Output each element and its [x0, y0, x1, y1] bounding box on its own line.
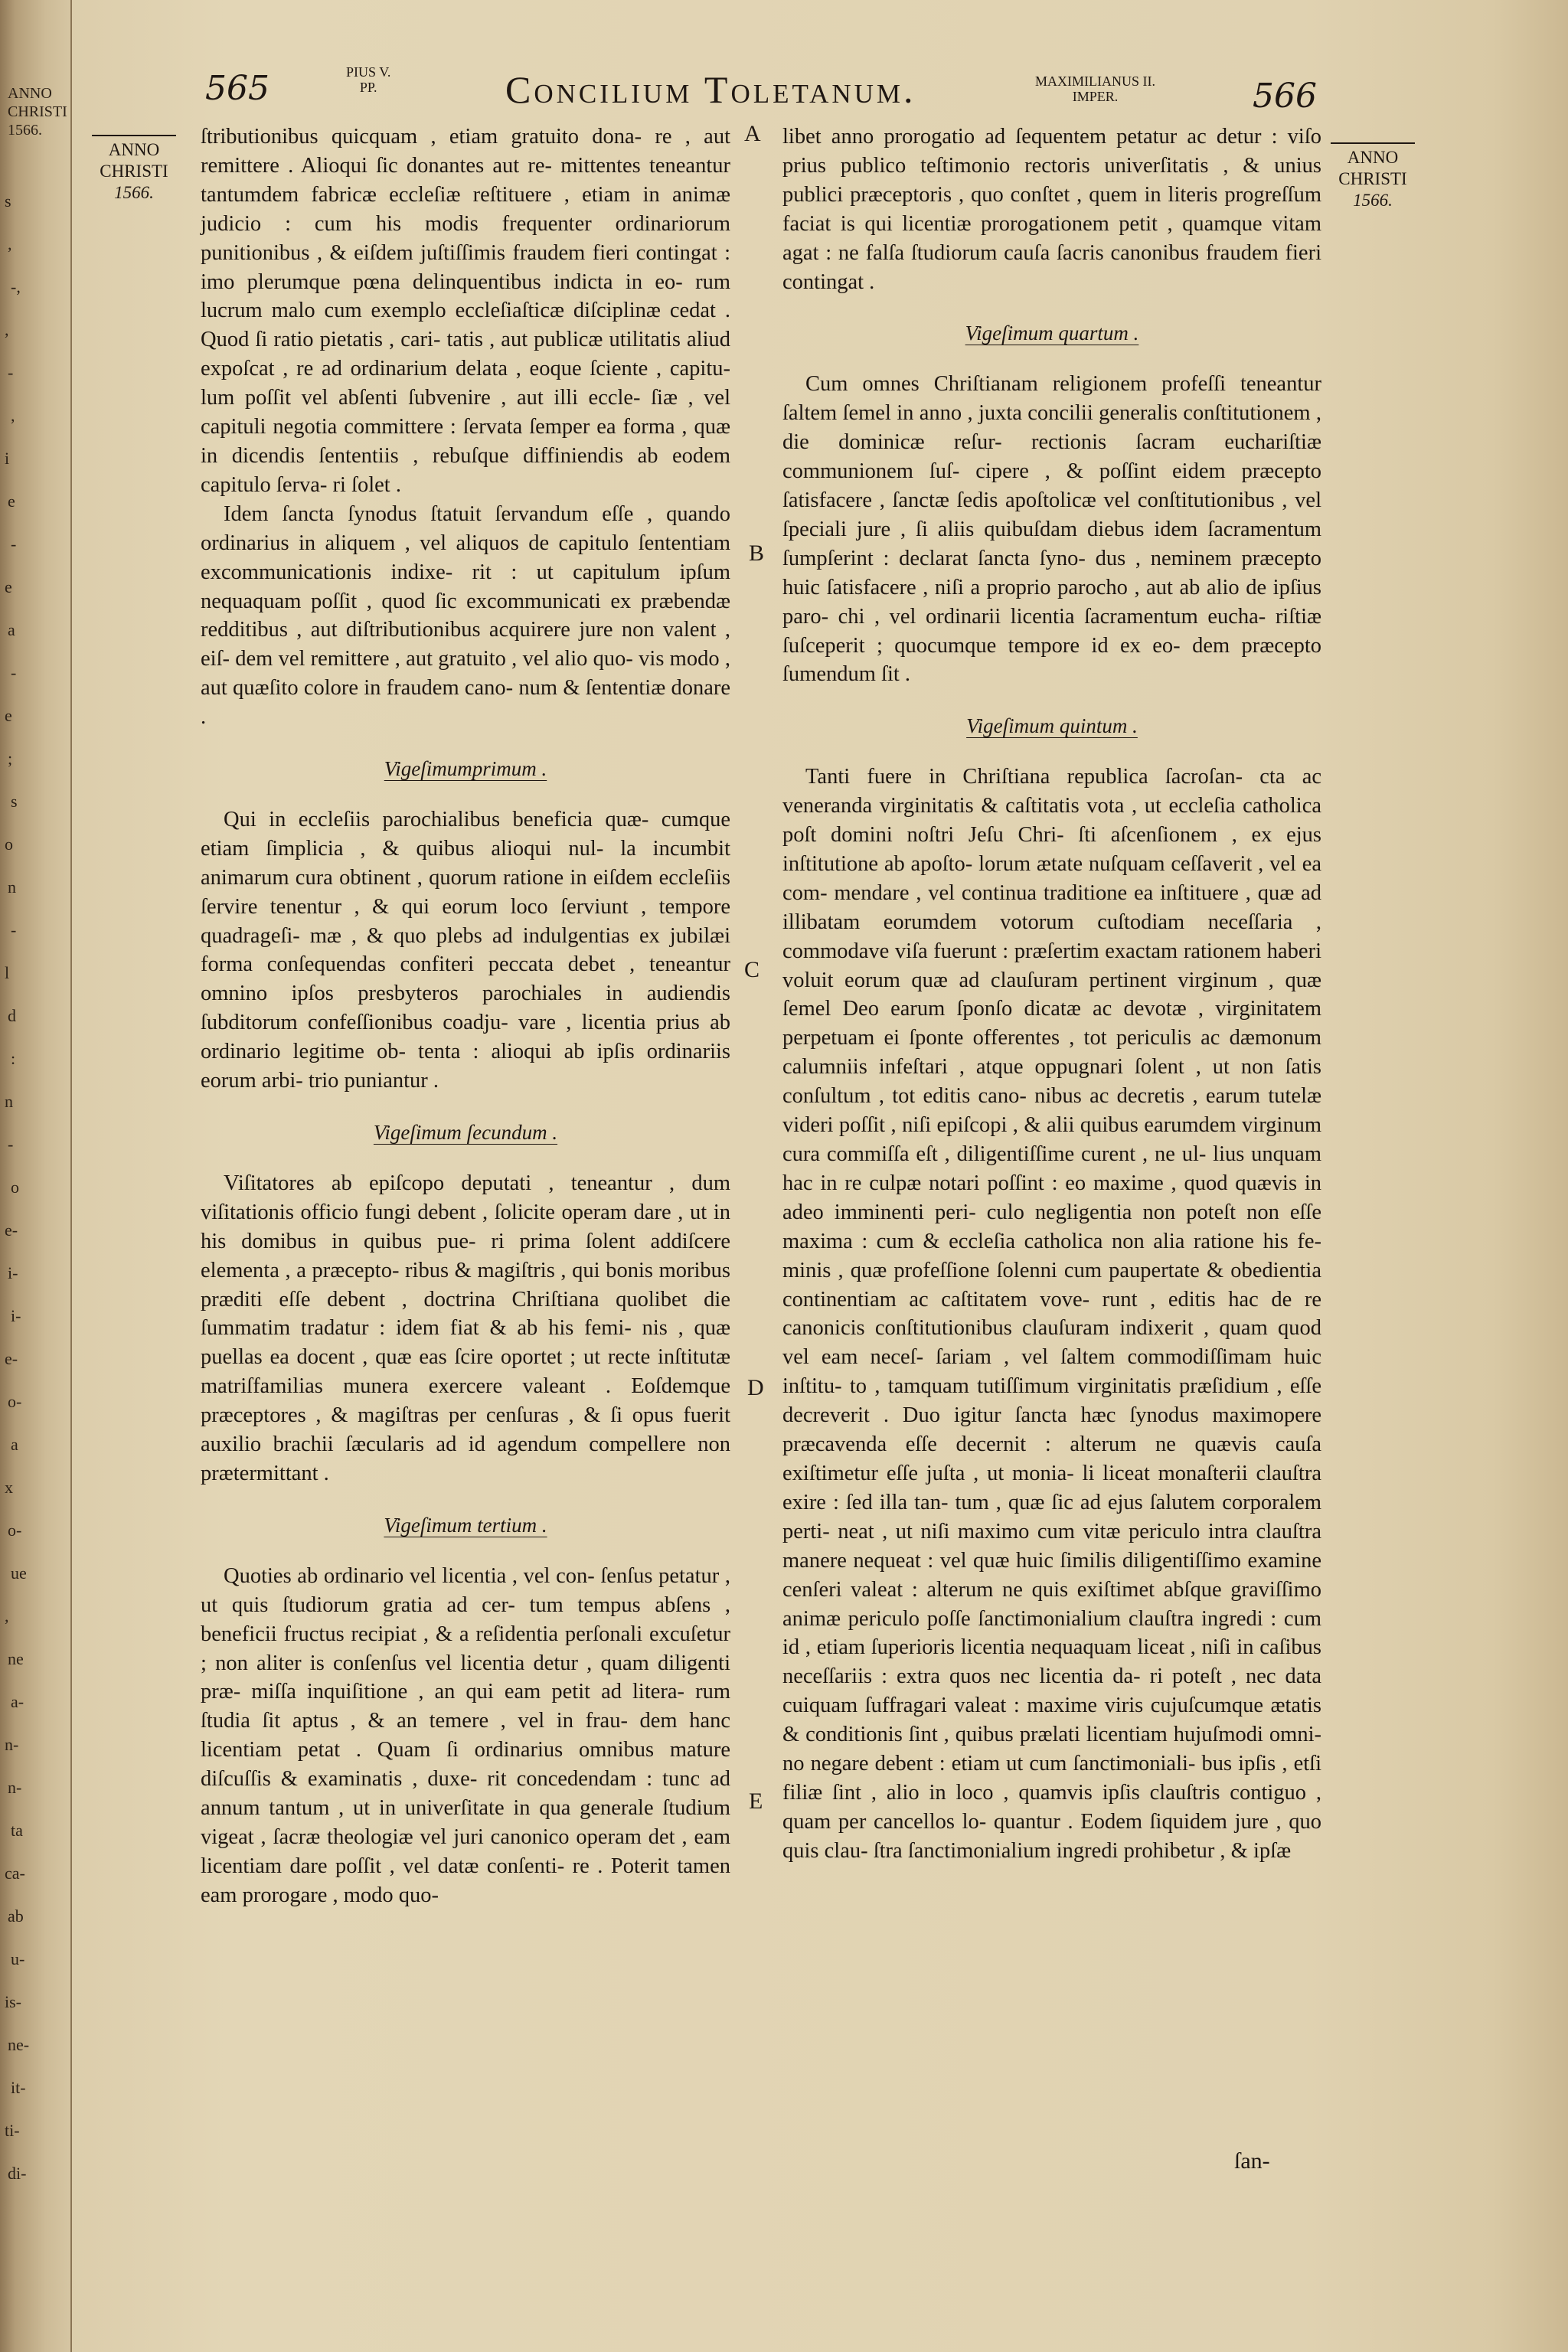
previous-page-year-line: CHRISTI — [8, 103, 67, 120]
previous-page-fragment: - — [11, 534, 17, 554]
section-letter-c: C — [744, 957, 760, 982]
previous-page-fragment: - — [8, 1135, 14, 1154]
previous-page-fragment: o- — [8, 1392, 22, 1411]
left-text-column — [201, 122, 730, 1910]
previous-page-fragment: n — [8, 877, 16, 897]
previous-page-fragment: e — [5, 577, 12, 596]
paragraph: Idem ſancta ſynodus ſtatuit ſervandum eſſe , quando ordinarius in aliquem , vel aliquos de capitulo ſententiam excommunicationis indixe- rit : ut capitulum ipſum nequaquam poſſit , quod ſic excommunicati ex præbendæ redditibus , aut diſtributionibus acquirere jure non valent , eiſ- dem vel remittere , aut gratuito , vel alio quo- vis modo , aut quæſito colore in fraudem cano- num & ſententiæ donare . — [201, 501, 730, 730]
previous-page-fragment: e- — [5, 1349, 18, 1368]
previous-page-fragment: o — [11, 1178, 19, 1197]
chapter-heading: Vigeſimum tertium . — [384, 1513, 547, 1537]
previous-page-fragment: ne — [8, 1649, 24, 1668]
previous-page-fragment: a- — [11, 1692, 24, 1711]
previous-page-fragment: e — [8, 492, 15, 511]
page-title: Concilium Toletanum. — [505, 68, 916, 111]
previous-page-fragment: e- — [5, 1220, 18, 1240]
previous-page-fragment: a — [8, 620, 15, 639]
previous-page-fragment: n- — [8, 1778, 22, 1797]
previous-page-year-line: ANNO — [8, 85, 52, 102]
previous-page-fragment: l — [5, 963, 10, 982]
previous-page-fragment: - — [11, 920, 17, 939]
previous-page-fragment: ta — [11, 1821, 23, 1840]
previous-page-fragment: -, — [11, 277, 21, 296]
paragraph: Viſitatores ab epiſcopo deputati , teneantur , dum viſitationis officio fungi debent , ſolicite operam dare , ut in his domibus in quibus pue- ri prima ſolent addiſcere elementa , a præcepto- ribus & magiſtris , qui bonis moribus præditi eſſe debent , doctrina Chriſtiana quolibet die ſummatim tradatur : idem fiat & ab his femi- nis , quæ puellas ea docent , quæ eas ſcire oportet ; ut recte inſtitutæ matriſfamilias munera exercere valeant . Eoſdemque præceptores , & magiſtras per cenſuras , & ſi opus fuerit auxilio brachii ſæcularis ad id agendum compellere non prætermittant . — [201, 1171, 730, 1485]
previous-page-fragment: ab — [8, 1906, 24, 1926]
previous-page-fragment: d — [8, 1006, 16, 1025]
previous-page-fragment: ti- — [5, 2121, 20, 2140]
previous-page-fragment: s — [5, 191, 11, 211]
paragraph: ſtributionibus quicquam , etiam gratuito dona- re , aut remittere . Alioqui ſic donantes aut re- mittentes teneantur tantumdem fabricæ eccleſiæ reſtituere , etiam in animæ judicio : cum his modis frequenter ordinariorum punitionibus , & eiſdem juſtiſſimis fraudem fieri contingat : imo plerumque pœna delinquentibus indicta in eo- rum lucrum malo cum exemplo eccleſiaſticæ diſciplinæ cedat . Quod ſi ratio pietatis , cari- tatis , aut publicæ utilitatis aliud expoſcat , re ad ordinarium delata , eoque ſciente , capitu- lum poſſit vel abſenti ſubvenire , aut illi eccle- ſiæ , vel capituli negotia committere : ſervata ſemper ea forma , quæ in dicendis ſententiis , rebuſque diffiniendis ab eodem capitulo ſerva- ri ſolet . — [201, 125, 730, 497]
previous-page-year — [8, 84, 67, 139]
previous-page-fragment: , — [8, 234, 12, 253]
previous-page-fragment: ca- — [5, 1864, 25, 1883]
previous-page-year-line: 1566. — [8, 122, 42, 139]
margin-year-left: ANNO CHRISTI 1566. — [92, 135, 176, 204]
previous-page-fragment: , — [11, 406, 15, 425]
previous-page-fragment: u- — [11, 1949, 25, 1968]
previous-page-fragment: is- — [5, 1992, 21, 2011]
previous-page-fragment: ue — [11, 1563, 27, 1583]
previous-page-fragment: di- — [8, 2164, 27, 2183]
paragraph: Tanti fuere in Chriſtiana republica ſacroſan- cta ac veneranda virginitatis & caſtitatis vota , ut eccleſia catholica poſt domini noſtri Jeſu Chri- ſti aſcenſionem , ex ejus inſtitutione ab apoſto- lorum ætate nuſquam ceſſaverit , vel ea com- mendare , vel continua traditione ea inſtituere , quæ ad illibatam eorumdem votorum cuſtodiam neceſſaria , commodave viſa fuerunt : præſertim exactam rationem haberi voluit eorum quæ ad clauſuram pertinent virginum , quæ ſemel Deo earum ſponſo dicatæ ac devotæ , virginitatem perpetuam ei ſponte offerentes , tot periculis ac dæmonum calumniis infeſtari , atque oppugnari ſolent , ut non ſatis conſultum , tot editis cano- nibus ac decretis , earum tutelæ videri poſſit , niſi epiſcopi , & alii quibus earumdem virginum cura commiſſa eſt , diligentiſſime curent , ne ul- lius unquam hac in re culpæ notari poſſint : eo maxime , quod quævis in adeo imminenti peri- culo negligentia non poteſt non eſſe maxima : cum & eccleſia catholica non alia ratione his fe- minis , quæ profeſſione ſolenni cum paupertate & obedientia continentiam ac caſtitatem vove- runt , editis hac de re canonicis conſtitutionibus clauſuram indixerit , quam quod vel eam neceſ- ſariam , vel ſaltem commodiſſimam huic inſtitu- to , tamquam tutiſſimum virginitatis præſidium , eſſe decreverit . Duo igitur ſancta hæc ſynodus maximopere præcavenda eſſe decernit : alterum ne quævis cauſa exiſtimetur eſſe juſta , ut monia- li liceat monaſterii clauſtra exire : ſed illa tan- tum , quæ ſic ad ejus ſalutem corporalem perti- neat , ut niſi maximo cum vitæ periculo intra clauſtra manere nequeat : vel quæ huic ſimilis diligentiſſimo examine cenſeri valeat : alterum ne quis exiſtimet abſque graviſſimo animæ periculo poſſe ſanctimonialium clauſtra ingredi : cum id , etiam ſuperioris licentia nequaquam liceat , niſi in caſibus neceſſariis : extra quos nec licentia da- ri poteſt , nec data cuiquam ſuffragari valeat : maxime viris cujuſcumque ætatis & conditionis ſint , quibus prælati licentiam hujuſmodi omni- no negare debent : etiam ut cum ſanctimoniali- bus ipſis , etſi filiæ ſint , alio in loco , quamvis ipſis clauſtris contiguo , quam per cancellos lo- quantur . Eodem ſiquidem jure , quo quis clau- ſtra ſanctimonialium ingredi prohibetur , & ipſæ — [782, 765, 1321, 1863]
previous-page-fragment: i- — [11, 1306, 21, 1325]
chapter-heading: Vigeſimumprimum . — [384, 757, 547, 781]
chapter-heading: Vigeſimum ſecundum . — [373, 1121, 558, 1144]
previous-page-fragment: a — [11, 1435, 18, 1454]
catchword: ſan- — [1234, 2148, 1270, 2174]
section-letter-b: B — [749, 541, 765, 566]
paragraph: libet anno prorogatio ad ſequentem petatur ac detur : viſo prius publico teſtimonio rectoris univerſitatis , & unius publici præceptoris , quo conſtet , quem in literis progreſſum faciat is qui licentiæ prorogationem petit , quamque vitam agat : ne falſa ſtudiorum cauſa ſacris canonibus fraudem fieri contingat . — [782, 125, 1321, 294]
previous-page-fragment: i- — [8, 1263, 18, 1282]
section-letter-a: A — [744, 121, 761, 146]
previous-page-edge — [0, 0, 72, 2352]
previous-page-fragment: e — [5, 706, 12, 725]
previous-page-fragment: ne- — [8, 2035, 30, 2054]
paragraph: Quoties ab ordinario vel licentia , vel con- ſenſus petatur , ut quis ſtudiorum gratia ad cer- tum tempus abſens , beneficii fructus recipiat , & a reſidentia perſonali excuſetur ; non aliter is conſenſus vel licentia detur , quam diligenti præ- miſſa inquiſitione , an qui eam petit ad litera- rum ſtudia ſit aptus , & an temere , vel in frau- dem hanc licentiam petat . Quam ſi ordinarius omnibus mature diſcuſſis & examinatis , duxe- rit concedendam : tunc ad annum tantum , ut in univerſitate in qua generale ſtudium vigeat , ſacræ theologiæ vel juri canonico operam det , eam licentiam dare poſſit , vel datæ conſenti- re . Poterit tamen eam prorogare , modo quo- — [201, 1563, 730, 1907]
chapter-heading: Vigeſimum quintum . — [966, 714, 1138, 738]
pope-heading: PIUS V. PP. — [346, 64, 391, 95]
paragraph: Qui in eccleſiis parochialibus beneficia quæ- cumque etiam ſimplicia , & quibus alioqui nul- la incumbit animarum cura obtinent , quorum ratione in eiſdem eccleſiis ſervire tenentur , & qui eorum loco ſerviunt , tempore quadrageſi- mæ , & quo plebs ad indulgentias ex jubilæi forma conſequendas confiteri peccata debet , teneantur omnino ipſos presbyteros parochiales in audiendis ſubditorum confeſſionibus coadju- vare , licentia prius ab ordinario legitime ob- tenta : alioqui ab ipſis ordinariis eorum arbi- trio puniantur . — [201, 807, 730, 1093]
previous-page-fragment: n — [5, 1092, 13, 1111]
previous-page-fragment: s — [11, 792, 18, 811]
page-number-right: 566 — [1253, 77, 1317, 116]
right-text-column — [782, 122, 1321, 1866]
previous-page-fragment: ; — [8, 749, 13, 768]
previous-page-fragment: it- — [11, 2078, 26, 2097]
previous-page-fragment: : — [11, 1049, 16, 1068]
previous-page-fragment: o- — [8, 1521, 22, 1540]
page-number-left: 565 — [205, 69, 270, 108]
paragraph: Cum omnes Chriſtianam religionem profeſſi teneantur ſaltem ſemel in anno , juxta concilii generalis conſtitutionem , die dominicæ reſur- rectionis ſacram euchariſtiæ communionem ſuſ- cipere , & poſſint eidem præcepto ſatisfacere , ſanctæ ſedis apoſtolicæ vel conſtitutionibus , vel ſpeciali jure , ſi aliis quibuſdam diebus idem ſacramentum ſumpſerint : declarat ſancta ſyno- dus , neminem præcepto huic ſatisfacere , niſi a proprio parocho , aut ab alio de ipſius paro- chi , vel ordinarii licentia ſacramentum eucha- riſtiæ ſuſceperit ; quocumque tempore id ex eo- dem præcepto ſumendum ſit . — [782, 372, 1321, 687]
section-letter-e: E — [749, 1788, 763, 1814]
previous-page-fragment: - — [8, 363, 14, 382]
previous-page-fragment: n- — [5, 1735, 19, 1754]
previous-page-fragment: x — [5, 1478, 13, 1497]
previous-page-fragment: , — [5, 320, 9, 339]
previous-page-fragment: - — [11, 663, 17, 682]
emperor-heading: MAXIMILIANUS II. IMPER. — [1035, 74, 1155, 104]
previous-page-fragment: o — [5, 835, 13, 854]
previous-page-fragment: i — [5, 449, 10, 468]
section-letter-d: D — [747, 1375, 764, 1400]
margin-year-right: ANNO CHRISTI 1566. — [1331, 142, 1415, 211]
chapter-heading: Vigeſimum quartum . — [965, 322, 1139, 345]
previous-page-fragment: , — [5, 1606, 9, 1625]
